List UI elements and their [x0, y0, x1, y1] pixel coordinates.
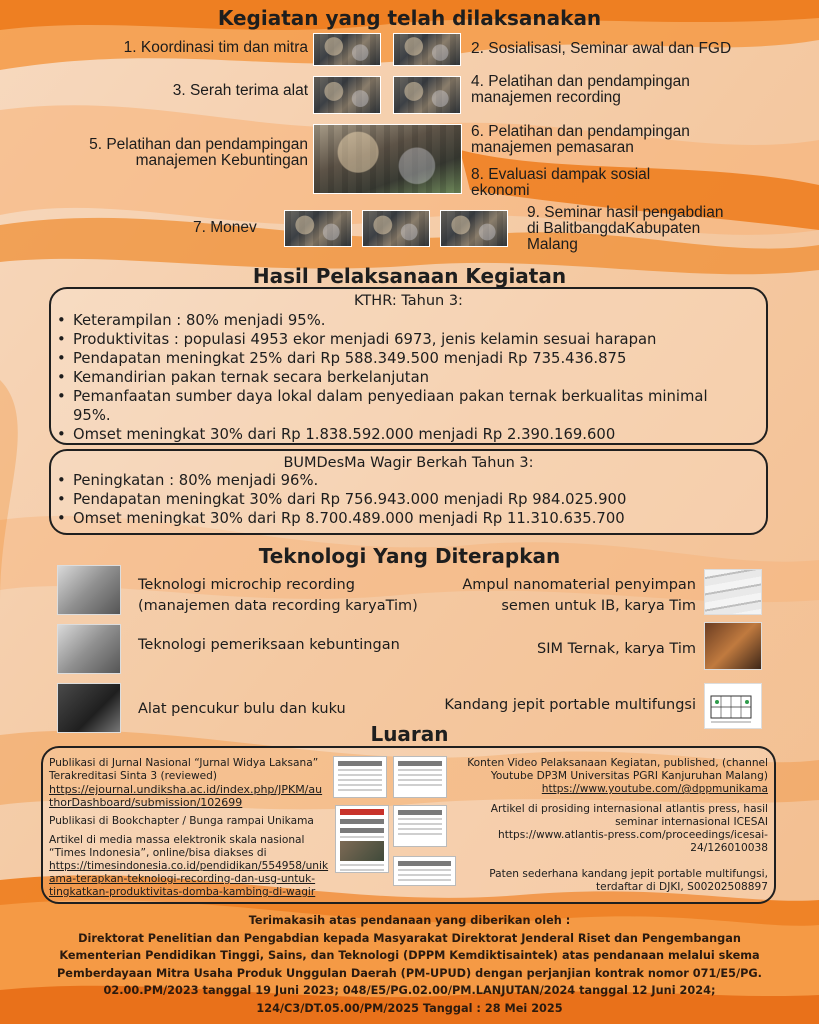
kthr-item: • Omset meningkat 30% dari Rp 1.838.592.000 menjadi Rp 2.390.169.600 [73, 425, 766, 444]
kthr-item: • Kemandirian pakan ternak secara berkelanjutan [73, 368, 766, 387]
activity-9-photo [440, 210, 508, 247]
prosiding-thumbnail [393, 805, 447, 847]
media-link-cont2[interactable]: tingkatkan-produktivitas-domba-kambing-di-wagir [49, 886, 316, 898]
ampul-image [704, 569, 762, 615]
bumdes-results-box [49, 449, 768, 535]
kthr-item: • Pemanfaatan sumber daya lokal dalam penyediaan pakan ternak berkualitas minimal 95%. [73, 387, 766, 425]
section-title-luaran: Luaran [370, 722, 449, 746]
bumdes-title: BUMDesMa Wagir Berkah Tahun 3: [283, 455, 534, 471]
ultrasound-device-image [57, 624, 121, 674]
bumdes-list [51, 471, 766, 528]
tech-ampul: Ampul nanomaterial penyimpan semen untuk IB, karya Tim [462, 577, 696, 614]
luaran-bookchapter: Publikasi di Bookchapter / Bunga rampai Unikama [49, 815, 314, 827]
news-thumbnail [335, 805, 389, 873]
video-link[interactable]: https://www.youtube.com/@dppmunikama [541, 783, 768, 795]
luaran-video: Konten Video Pelaksanaan Kegiatan, published, (channel Youtube DP3M Universitas PGRI Kanjuruhan Malang) https://www.youtube.com/@dppmunikama [462, 757, 768, 796]
activity-7-photo-1 [284, 210, 352, 247]
activity-7: 7. Monev [193, 219, 257, 236]
kthr-item: • Pendapatan meningkat 25% dari Rp 588.349.500 menjadi Rp 735.436.875 [73, 349, 766, 368]
activity-1: 1. Koordinasi tim dan mitra [123, 39, 308, 56]
kthr-results-box [49, 287, 768, 445]
tech-kandang-jepit: Kandang jepit portable multifungsi [444, 697, 696, 713]
luaran-paten: Paten sederhana kandang jepit portable multifungsi, terdaftar di DJKI, S00202508897 [489, 868, 768, 893]
activity-2-photo [393, 33, 461, 66]
activity-7-photo-2 [362, 210, 430, 247]
paten-thumbnail [393, 856, 456, 886]
bumdes-item: • Omset meningkat 30% dari Rp 8.700.489.000 menjadi Rp 11.310.635.700 [73, 509, 766, 528]
sim-ternak-image [704, 622, 762, 670]
activity-9: 9. Seminar hasil pengabdian di BalitbangdaKabupaten Malang [527, 204, 724, 253]
media-link-cont[interactable]: ama-terapkan-teknologi-recording-dan-usg-untuk- [49, 873, 316, 885]
prosiding-link[interactable]: https://www.atlantis-press.com/proceedings/icesai- [497, 829, 768, 841]
luaran-jurnal: Publikasi di Jurnal Nasional “Jurnal Widya Laksana” Terakreditasi Sinta 3 (reviewed) https://ejournal.undiksha.ac.id/index.php/JPKM/au thorDashboard/submission/102699 [49, 757, 334, 809]
kthr-list [51, 311, 766, 444]
prosiding-link-cont[interactable]: 24/126010038 [690, 842, 768, 854]
tech-pencukur: Alat pencukur bulu dan kuku [138, 701, 346, 717]
activity-4: 4. Pelatihan dan pendampingan manajemen recording [471, 73, 690, 106]
media-link[interactable]: https://timesindonesia.co.id/pendidikan/554958/unik [49, 860, 329, 872]
bumdes-item: • Peningkatan : 80% menjadi 96%. [73, 471, 766, 490]
activity-2: 2. Sosialisasi, Seminar awal dan FGD [471, 40, 732, 57]
activity-1-photo [313, 33, 381, 66]
jurnal-link-cont[interactable]: thorDashboard/submission/102699 [49, 796, 243, 809]
luaran-prosiding: Artikel di prosiding internasional atlantis press, hasil seminar internasional ICESAI https://www.atlantis-press.com/proceedings/icesai- 24/126010038 [462, 803, 768, 855]
bumdes-item: • Pendapatan meningkat 30% dari Rp 756.943.000 menjadi Rp 984.025.900 [73, 490, 766, 509]
tech-sim-ternak: SIM Ternak, karya Tim [537, 641, 696, 657]
activity-3-photo [313, 76, 381, 114]
activity-6: 6. Pelatihan dan pendampingan manajemen pemasaran [471, 123, 690, 156]
kthr-item: • Keterampilan : 80% menjadi 95%. [73, 311, 766, 330]
section-title-kegiatan: Kegiatan yang telah dilaksanakan [217, 6, 602, 30]
tech-kebuntingan: Teknologi pemeriksaan kebuntingan [138, 637, 400, 653]
activity-4-photo [393, 76, 461, 114]
activity-8: 8. Evaluasi dampak sosial ekonomi [471, 166, 651, 199]
activity-5-group-photo [313, 124, 462, 194]
activity-3: 3. Serah terima alat [172, 82, 308, 99]
section-title-teknologi: Teknologi Yang Diterapkan [258, 544, 561, 568]
activity-5: 5. Pelatihan dan pendampingan manajemen Kebuntingan [89, 136, 308, 169]
bookchapter-thumbnail [393, 756, 447, 798]
funding-acknowledgement: Terimakasih atas pendanaan yang diberikan oleh : Direktorat Penelitian dan Pengabdian kepada Masyarakat Direktorat Jenderal Riset dan Pengembangan Kementerian Pendidikan Tinggi, Sains, dan Teknologi (DPPM Kemdiktisaintek) atas pendanaan melalui skema Pemberdayaan Mitra Usaha Produk Unggulan Daerah (PM-UPUD) dengan perjanjian kontrak nomor 071/E5/PG. 02.00.PM/2023 tanggal 19 Juni 2023; 048/E5/PG.02.00/PM.LANJUTAN/2024 tanggal 12 Juni 2024; 124/C3/DT.05.00/PM/2025 Tanggal : 28 Mei 2025 [57, 914, 762, 1015]
luaran-media: Artikel di media massa elektronik skala nasional “Times Indonesia”, online/bisa diakses di https://timesindonesia.co.id/pendidikan/554958/unik ama-terapkan-teknologi-recording-dan-usg-untuk- tingkatkan-produktivitas-domba-kambing-di-wagir [49, 834, 334, 899]
jurnal-thumbnail [333, 756, 387, 798]
section-title-hasil: Hasil Pelaksanaan Kegiatan [252, 264, 567, 288]
microchip-device-image [57, 565, 121, 615]
jurnal-link[interactable]: https://ejournal.undiksha.ac.id/index.php/JPKM/au [49, 783, 323, 796]
tech-microchip: Teknologi microchip recording (manajemen data recording karyaTim) [138, 577, 418, 614]
kthr-title: KTHR: Tahun 3: [354, 293, 463, 309]
kthr-item: • Produktivitas : populasi 4953 ekor menjadi 6973, jenis kelamin sesuai harapan [73, 330, 766, 349]
